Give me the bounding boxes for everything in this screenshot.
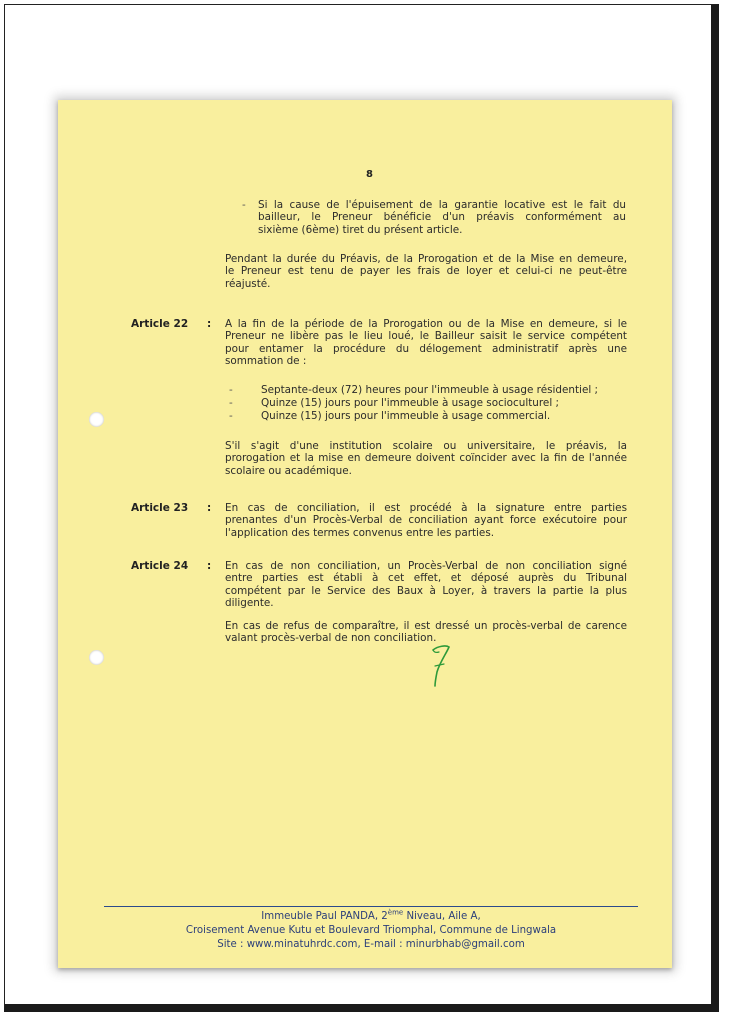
article-23-paragraph — [225, 502, 627, 539]
article-22-bullets — [229, 384, 629, 424]
text-line: scolaire ou académique. — [225, 464, 352, 477]
punch-hole-bottom — [89, 650, 104, 665]
bullet-item: Septante-deux (72) heures pour l'immeuble à usage résidentiel ; — [261, 384, 599, 396]
article-23-label: Article 23 — [131, 502, 189, 514]
handwritten-page-mark — [430, 642, 452, 688]
bullet-dash: - — [229, 397, 233, 409]
bullet-dash: - — [229, 384, 233, 396]
text-line: compétent par le Service des Baux à Loyer, à travers la partie la plus — [225, 584, 627, 597]
bullet-item: Quinze (15) jours pour l'immeuble à usage commercial. — [261, 410, 551, 422]
text-line: prorogation et la mise en demeure doivent coïncider avec la fin de l'année — [225, 452, 627, 465]
punch-hole-top — [89, 412, 104, 427]
text-line: En cas de conciliation, il est procédé à la signature entre parties — [225, 502, 627, 514]
bullet-dash: - — [242, 199, 246, 211]
text-line: l'application des termes convenus entre les parties. — [225, 526, 495, 539]
text-line: Pendant la durée du Préavis, de la Prorogation et de la Mise en demeure, — [225, 253, 627, 265]
footer-text: Niveau, Aile A, — [403, 911, 481, 922]
article-22-paragraph-1 — [225, 318, 627, 368]
article-24-colon: : — [207, 560, 212, 572]
text-line: prenantes d'un Procès-Verbal de conciliation ayant force exécutoire pour — [225, 514, 627, 527]
article-24-label: Article 24 — [131, 560, 189, 572]
article-22-paragraph-2 — [225, 440, 627, 477]
text-line: Si la cause de l'épuisement de la garantie locative est le fait du — [258, 199, 626, 211]
text-line: sommation de : — [225, 355, 307, 368]
text-line: En cas de refus de comparaître, il est dressé un procès-verbal de carence — [225, 620, 627, 632]
intro-bullet-text — [258, 199, 626, 236]
text-line: sixième (6ème) tiret du présent article. — [258, 223, 463, 236]
text-line: diligente. — [225, 597, 274, 610]
text-line: bailleur, le Preneur bénéficie d'un préavis conformément au — [258, 211, 626, 224]
text-line: Preneur ne libère pas le lieu loué, le Bailleur saisit le service compétent — [225, 330, 627, 343]
bullet-item: Quinze (15) jours pour l'immeuble à usage socioculturel ; — [261, 397, 560, 409]
footer-contact-line: Site : www.minatuhrdc.com, E-mail : minurbhab@gmail.com — [217, 939, 525, 950]
bullet-dash: - — [229, 410, 233, 422]
text-line: réajusté. — [225, 277, 271, 290]
footer-text: Immeuble Paul PANDA, 2 — [261, 911, 388, 922]
footer-address-line-2: Croisement Avenue Kutu et Boulevard Triomphal, Commune de Lingwala — [185, 925, 557, 936]
text-line: entre parties est établi à cet effet, et déposé auprès du Tribunal — [225, 572, 627, 585]
text-line: le Preneur est tenu de payer les frais de loyer et celui-ci ne peut-être — [225, 265, 627, 278]
intro-paragraph — [225, 253, 627, 290]
article-24-paragraph-1 — [225, 560, 627, 610]
article-24-paragraph-2 — [225, 620, 627, 645]
footer-superscript: ème — [387, 908, 404, 917]
article-23-colon: : — [207, 502, 212, 514]
article-22-label: Article 22 — [131, 318, 189, 330]
text-line: En cas de non conciliation, un Procès-Verbal de non conciliation signé — [225, 560, 627, 572]
text-line: A la fin de la période de la Prorogation ou de la Mise en demeure, si le — [225, 318, 627, 330]
footer-address-line-1 — [104, 908, 638, 924]
text-line: valant procès-verbal de non conciliation. — [225, 632, 437, 645]
text-line: pour entamer la procédure du délogement administratif après une — [225, 342, 627, 355]
footer-divider — [104, 906, 638, 907]
page-number: 8 — [366, 169, 373, 180]
article-22-colon: : — [207, 318, 212, 330]
text-line: S'il s'agit d'une institution scolaire ou universitaire, le préavis, la — [225, 440, 627, 452]
